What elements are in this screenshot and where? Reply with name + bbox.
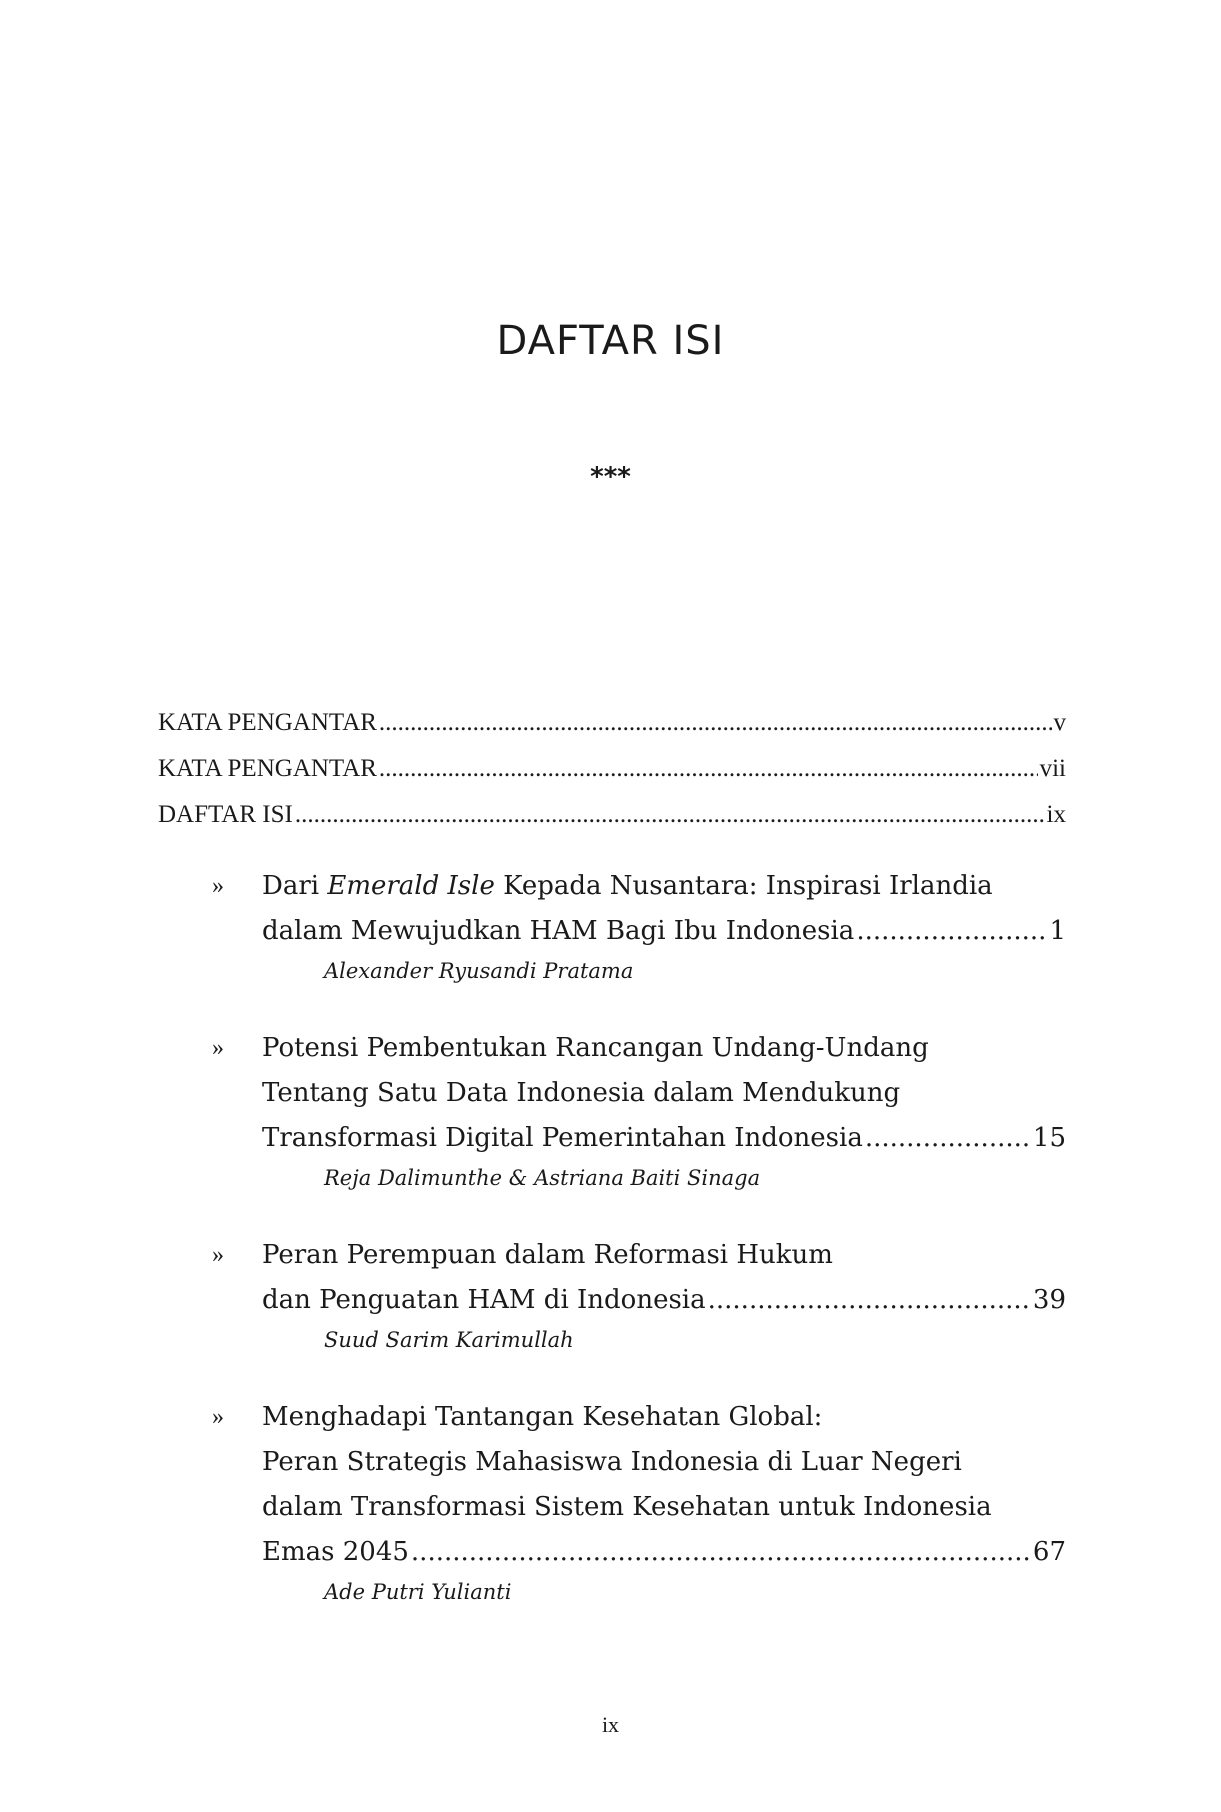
chapter-title-line: Tentang Satu Data Indonesia dalam Mendukung <box>262 1078 901 1108</box>
title-text: Dari <box>262 871 328 901</box>
chapter-bullet: » <box>212 1035 224 1061</box>
chapter-author: Reja Dalimunthe & Astriana Baiti Sinaga <box>324 1166 761 1190</box>
page-number: ix <box>601 1712 620 1737</box>
title-italic-text: Emerald Isle <box>327 871 495 901</box>
title-text: Transformasi Digital Pemerintahan Indonesia <box>262 1123 863 1153</box>
toc-entry-page: v <box>1053 709 1066 736</box>
chapter-bullet: » <box>212 873 224 899</box>
chapter-title-line: dalam Transformasi Sistem Kesehatan untuk Indonesia <box>262 1492 992 1522</box>
chapter-page: 1 <box>1049 916 1066 946</box>
chapter-page: 15 <box>1032 1123 1066 1153</box>
chapter-title-last-line <box>262 909 1066 954</box>
title-text: Kepada Nusantara: Inspirasi Irlandia <box>494 871 993 901</box>
toc-chapter-1[interactable] <box>158 864 1066 988</box>
chapter-title-line: Peran Perempuan dalam Reformasi Hukum <box>262 1240 833 1270</box>
table-of-contents <box>158 700 1066 1609</box>
chapter-bullet: » <box>212 1404 224 1430</box>
dot-leader <box>379 746 1038 792</box>
toc-entry-kata-pengantar-2[interactable] <box>158 746 1066 792</box>
dot-leader <box>856 909 1047 954</box>
chapter-author: Suud Sarim Karimullah <box>324 1328 574 1352</box>
chapter-title-line: Potensi Pembentukan Rancangan Undang-Undang <box>262 1033 929 1063</box>
toc-entry-daftar-isi[interactable] <box>158 792 1066 838</box>
title-text: dan Penguatan HAM di Indonesia <box>262 1285 706 1315</box>
page-title: DAFTAR ISI <box>496 318 725 364</box>
section-ornament: *** <box>590 462 631 492</box>
toc-entry-page: ix <box>1046 801 1066 828</box>
title-text: dalam Mewujudkan HAM Bagi Ibu Indonesia <box>262 916 855 946</box>
toc-chapter-4[interactable] <box>158 1395 1066 1609</box>
chapter-page: 67 <box>1032 1537 1066 1567</box>
chapter-page: 39 <box>1032 1285 1066 1315</box>
chapter-author: Ade Putri Yulianti <box>324 1580 512 1604</box>
title-text: Emas 2045 <box>262 1537 409 1567</box>
dot-leader <box>411 1530 1031 1575</box>
toc-entry-label: KATA PENGANTAR <box>158 755 377 782</box>
toc-entry-kata-pengantar-1[interactable] <box>158 700 1066 746</box>
toc-chapter-2[interactable] <box>158 1026 1066 1195</box>
chapter-title-last-line <box>262 1278 1066 1323</box>
chapter-title-line <box>262 864 1066 909</box>
toc-entry-label: KATA PENGANTAR <box>158 709 377 736</box>
chapter-title-last-line <box>262 1116 1066 1161</box>
dot-leader <box>865 1116 1031 1161</box>
chapter-title-last-line <box>262 1530 1066 1575</box>
toc-chapter-3[interactable] <box>158 1233 1066 1357</box>
toc-entry-page: vii <box>1039 755 1066 782</box>
dot-leader <box>295 792 1045 838</box>
dot-leader <box>379 700 1052 746</box>
chapter-bullet: » <box>212 1242 224 1268</box>
chapter-author: Alexander Ryusandi Pratama <box>324 959 634 983</box>
chapter-title-line: Peran Strategis Mahasiswa Indonesia di Luar Negeri <box>262 1447 962 1477</box>
chapter-title-line: Menghadapi Tantangan Kesehatan Global: <box>262 1402 823 1432</box>
dot-leader <box>708 1278 1031 1323</box>
toc-entry-label: DAFTAR ISI <box>158 801 293 828</box>
